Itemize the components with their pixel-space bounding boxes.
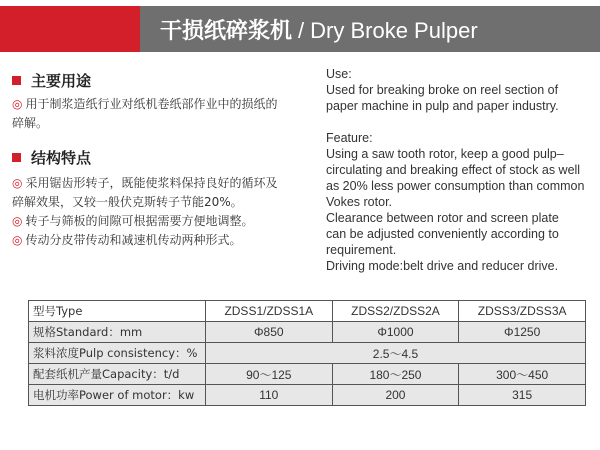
bullet-circle-icon: ◎: [12, 233, 23, 247]
bullet-circle-icon: ◎: [12, 176, 23, 190]
table-row-type: [29, 301, 586, 322]
feature-line: circulating and breaking effect of stock as well: [326, 163, 581, 177]
table-row-capacity: [29, 364, 586, 385]
use-line: paper machine in pulp and paper industry.: [326, 99, 559, 113]
red-square-icon: [12, 153, 21, 162]
feature-line: Using a saw tooth rotor, keep a good pulp–: [326, 147, 564, 161]
table-row-consistency: [29, 343, 586, 364]
feature-line: Driving mode:belt drive and reducer drive.: [326, 259, 559, 273]
features-heading: [12, 147, 312, 168]
title-english: Dry Broke Pulper: [310, 17, 478, 43]
usage-line: 碎解。: [12, 116, 49, 130]
feature-item: [12, 174, 312, 193]
page-title: [160, 14, 478, 45]
cell-value: ZDSS1/ZDSS1A: [205, 301, 332, 322]
feature-item-text: 传动分皮带传动和减速机传动两种形式。: [25, 233, 242, 247]
red-square-icon: [12, 76, 21, 85]
feature-line: requirement.: [326, 243, 397, 257]
title-chinese: 干损纸碎浆机: [160, 18, 293, 44]
bullet-circle-icon: ◎: [12, 214, 23, 228]
row-label: 电机功率Power of motor：kw: [29, 385, 206, 406]
table-row-power: [29, 385, 586, 406]
row-label: 浆料浓度Pulp consistency：%: [29, 343, 206, 364]
feature-line: Vokes rotor.: [326, 195, 393, 209]
features-text: [12, 174, 312, 250]
usage-heading: [12, 70, 312, 91]
feature-line: can be adjusted conveniently according to: [326, 227, 559, 241]
feature-item: [12, 212, 312, 231]
usage-text: [12, 95, 312, 133]
feature-item-text: 转子与筛板的间隙可根据需要方便地调整。: [25, 214, 254, 228]
feature-item: [12, 231, 312, 250]
cell-value: 180～250: [332, 364, 459, 385]
cell-value-merged: 2.5～4.5: [205, 343, 585, 364]
cell-value: 315: [459, 385, 586, 406]
row-label: 型号Type: [29, 301, 206, 322]
cell-value: 110: [205, 385, 332, 406]
feature-line: Clearance between rotor and screen plate: [326, 211, 559, 225]
usage-line-text: 用于制浆造纸行业对纸机卷纸部作业中的损纸的: [25, 97, 278, 111]
features-heading-text: 结构特点: [31, 149, 92, 167]
header-accent-block: [0, 6, 140, 52]
chinese-description: [12, 66, 312, 250]
cell-value: Φ1000: [332, 322, 459, 343]
cell-value: Φ1250: [459, 322, 586, 343]
header-bar: [140, 6, 600, 52]
row-label: 规格Standard：mm: [29, 322, 206, 343]
feature-item-continuation: 碎解效果，又较一般伏克斯转子节能20%。: [12, 195, 243, 209]
cell-value: ZDSS2/ZDSS2A: [332, 301, 459, 322]
english-description: [326, 66, 590, 274]
bullet-circle-icon: ◎: [12, 97, 23, 111]
cell-value: 200: [332, 385, 459, 406]
cell-value: 90～125: [205, 364, 332, 385]
usage-heading-text: 主要用途: [31, 72, 92, 90]
title-separator: /: [298, 17, 305, 43]
use-line: Used for breaking broke on reel section of: [326, 83, 559, 97]
feature-item-text: 采用锯齿形转子，既能使浆料保持良好的循环及: [25, 176, 278, 190]
cell-value: ZDSS3/ZDSS3A: [459, 301, 586, 322]
row-label: 配套纸机产量Capacity：t/d: [29, 364, 206, 385]
cell-value: 300～450: [459, 364, 586, 385]
feature-line: as 20% less power consumption than common: [326, 179, 585, 193]
use-label: Use:: [326, 67, 352, 81]
cell-value: Φ850: [205, 322, 332, 343]
feature-label: Feature:: [326, 131, 373, 145]
usage-line: [12, 95, 312, 114]
table-row-standard: [29, 322, 586, 343]
spec-table: [28, 300, 586, 406]
